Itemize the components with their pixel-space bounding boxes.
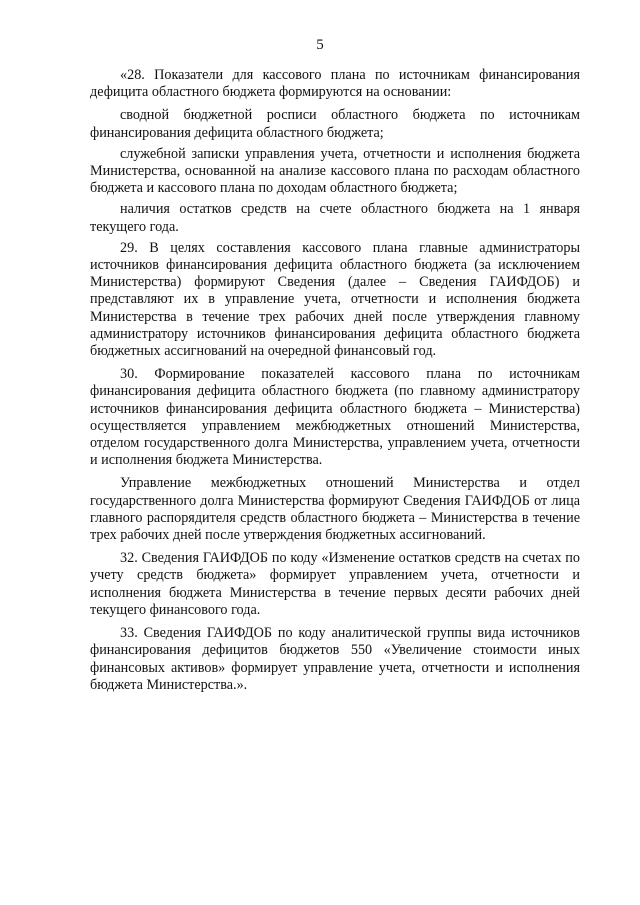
paragraph-28-item-1: сводной бюджетной росписи областного бюджета по источникам финансирования дефицита областного бюджета; bbox=[90, 107, 580, 141]
paragraph-30-continuation: Управление межбюджетных отношений Министерства и отдел государственного долга Министерства формируют Сведения ГАИФДОБ от лица главного распорядителя средств областного бюджета – Министерства в течение трех рабочих дней после утверждения бюджетных ассигнований. bbox=[90, 475, 580, 544]
paragraph-32: 32. Сведения ГАИФДОБ по коду «Изменение остатков средств на счетах по учету средств бюджета» формирует управлением учета, отчетности и исполнения бюджета Министерства в течение первых десяти рабочих дней текущего финансового года. bbox=[90, 550, 580, 618]
paragraph-28-item-2: служебной записки управления учета, отчетности и исполнения бюджета Министерства, основанной на анализе кассового плана по расходам областного бюджета и кассового плана по доходам областного бюджета; bbox=[90, 145, 580, 197]
paragraph-28-intro: «28. Показатели для кассового плана по источникам финансирования дефицита областного бюджета формируются на основании: bbox=[90, 67, 580, 101]
page-number: 5 bbox=[316, 37, 324, 53]
paragraph-30: 30. Формирование показателей кассового плана по источникам финансирования дефицита областного бюджета (по главному администратору источников финансирования дефицита областного бюджета – Министерства) осуществляется управлением межбюджетных отношений Министерства, отделом государственного долга Министерства, управлением учета, отчетности и исполнения бюджета Министерства. bbox=[90, 366, 580, 469]
paragraph-28-item-3: наличия остатков средств на счете областного бюджета на 1 января текущего года. bbox=[90, 201, 580, 235]
document-body bbox=[90, 67, 580, 700]
paragraph-33: 33. Сведения ГАИФДОБ по коду аналитической группы вида источников финансирования дефицитов бюджетов 550 «Увеличение стоимости иных финансовых активов» формирует управление учета, отчетности и исполнения бюджета Министерства.». bbox=[90, 625, 580, 693]
paragraph-29: 29. В целях составления кассового плана главные администраторы источников финансирования дефицита областного бюджета (за исключением Министерства) формируют Сведения (далее – Сведения ГАИФДОБ) и представляют их в управление учета, отчетности и исполнения бюджета Министерства в течение трех рабочих дней после утверждения главному администратору источников финансирования дефицита областного бюджета бюджетных ассигнований на очередной финансовый год. bbox=[90, 239, 580, 360]
